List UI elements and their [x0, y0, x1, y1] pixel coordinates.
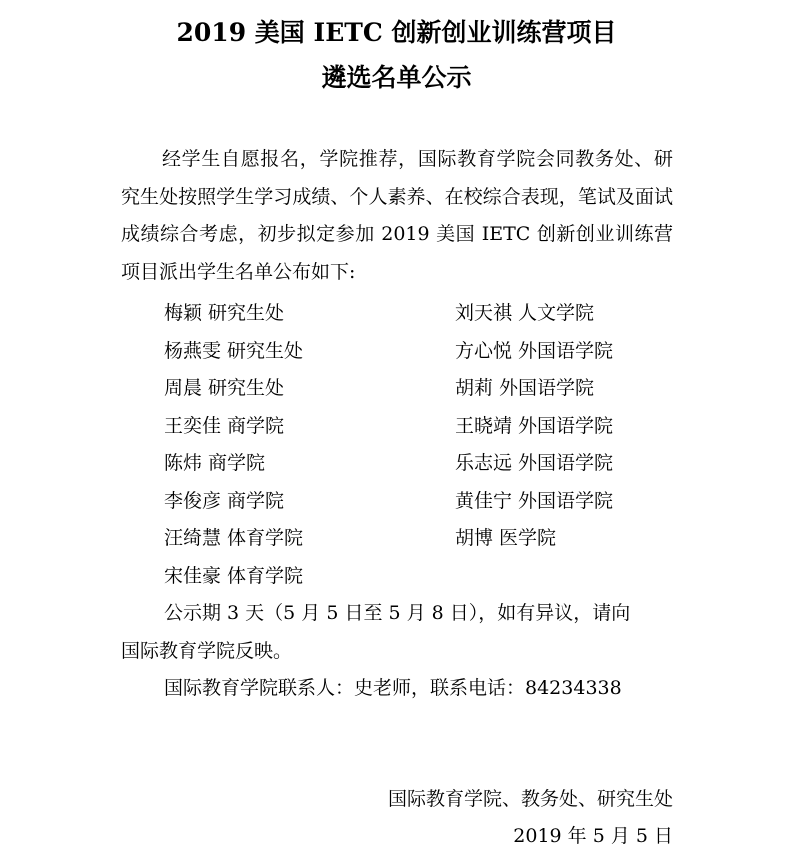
list-item: 方心悦 外国语学院	[455, 340, 614, 362]
list-item: 胡莉 外国语学院	[455, 377, 595, 399]
list-item: 周晨 研究生处	[164, 377, 285, 399]
list-item: 胡博 医学院	[455, 527, 557, 549]
list-item: 黄佳宁 外国语学院	[455, 490, 614, 512]
list-item: 汪绮慧 体育学院	[164, 527, 304, 549]
list-item: 宋佳豪 体育学院	[164, 565, 304, 587]
title-line-1: 2019 美国 IETC 创新创业训练营项目	[176, 18, 617, 47]
list-item: 乐志远 外国语学院	[455, 452, 614, 474]
title-line-2: 遴选名单公示	[321, 63, 472, 92]
signature: 国际教育学院、教务处、研究生处	[387, 788, 673, 810]
contact-line: 国际教育学院联系人：史老师，联系电话：84234338	[164, 677, 622, 699]
list-item: 陈炜 商学院	[164, 452, 266, 474]
list-item: 王晓靖 外国语学院	[455, 415, 614, 437]
notice-line-2: 国际教育学院反映。	[121, 640, 293, 662]
intro-paragraph: 经学生自愿报名，学院推荐，国际教育学院会同教务处、研究生处按照学生学习成绩、个人素养、在校综合表现，笔试及面试成绩综合考虑，初步拟定参加 2019 美国 IETC 创新创业训练营项目派出学生名单公布如下:	[121, 148, 673, 283]
date: 2019 年 5 月 5 日	[513, 825, 673, 847]
list-item: 李俊彦 商学院	[164, 490, 285, 512]
list-item: 杨燕雯 研究生处	[164, 340, 304, 362]
notice-line-1: 公示期 3 天（5 月 5 日至 5 月 8 日），如有异议，请向	[164, 602, 631, 624]
list-item: 刘天祺 人文学院	[455, 302, 595, 324]
list-item: 王奕佳 商学院	[164, 415, 285, 437]
list-item: 梅颖 研究生处	[164, 302, 285, 324]
